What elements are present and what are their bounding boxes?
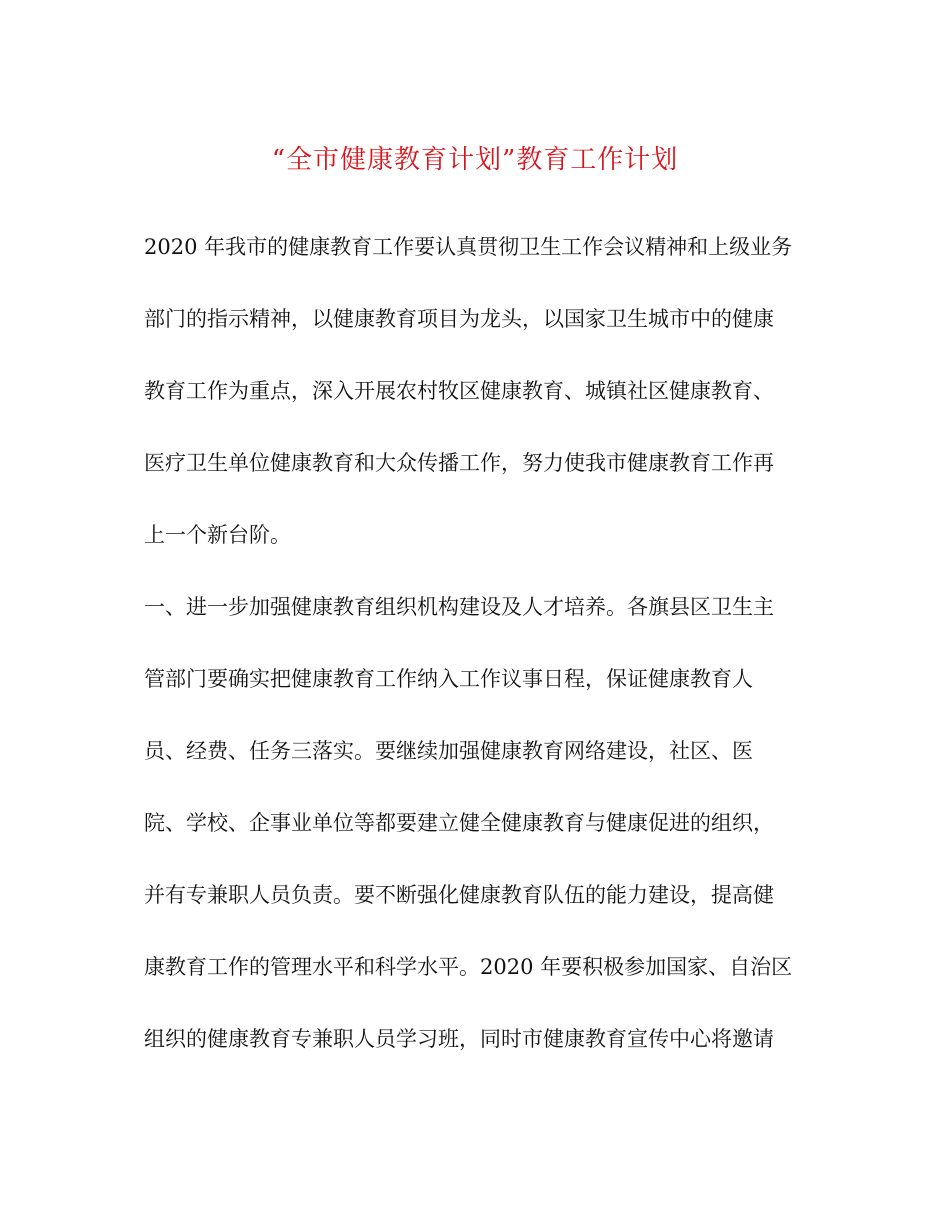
paragraph-line-9: 院、学校、企事业单位等都要建立健全健康教育与健康促进的组织， xyxy=(144,811,774,835)
paragraph-line-8: 员、经费、任务三落实。要继续加强健康教育网络建设，社区、医 xyxy=(144,739,753,763)
paragraph-line-1: 2020 年我市的健康教育工作要认真贯彻卫生工作会议精神和上级业务 xyxy=(144,235,793,259)
paragraph-line-2: 部门的指示精神，以健康教育项目为龙头，以国家卫生城市中的健康 xyxy=(144,307,774,331)
document-title: “全市健康教育计划”教育工作计划 xyxy=(271,145,679,175)
paragraph-line-7: 管部门要确实把健康教育工作纳入工作议事日程，保证健康教育人 xyxy=(144,667,753,691)
paragraph-line-10: 并有专兼职人员负责。要不断强化健康教育队伍的能力建设，提高健 xyxy=(144,883,774,907)
paragraph-line-11: 康教育工作的管理水平和科学水平。2020 年要积极参加国家、自治区 xyxy=(144,955,793,979)
paragraph-line-3: 教育工作为重点，深入开展农村牧区健康教育、城镇社区健康教育、 xyxy=(144,379,774,403)
paragraph-line-4: 医疗卫生单位健康教育和大众传播工作，努力使我市健康教育工作再 xyxy=(144,451,774,475)
paragraph-line-12: 组织的健康教育专兼职人员学习班，同时市健康教育宣传中心将邀请 xyxy=(144,1027,774,1051)
paragraph-line-5: 上一个新台阶。 xyxy=(144,523,291,547)
paragraph-line-6: 一、进一步加强健康教育组织机构建设及人才培养。各旗县区卫生主 xyxy=(144,595,774,619)
